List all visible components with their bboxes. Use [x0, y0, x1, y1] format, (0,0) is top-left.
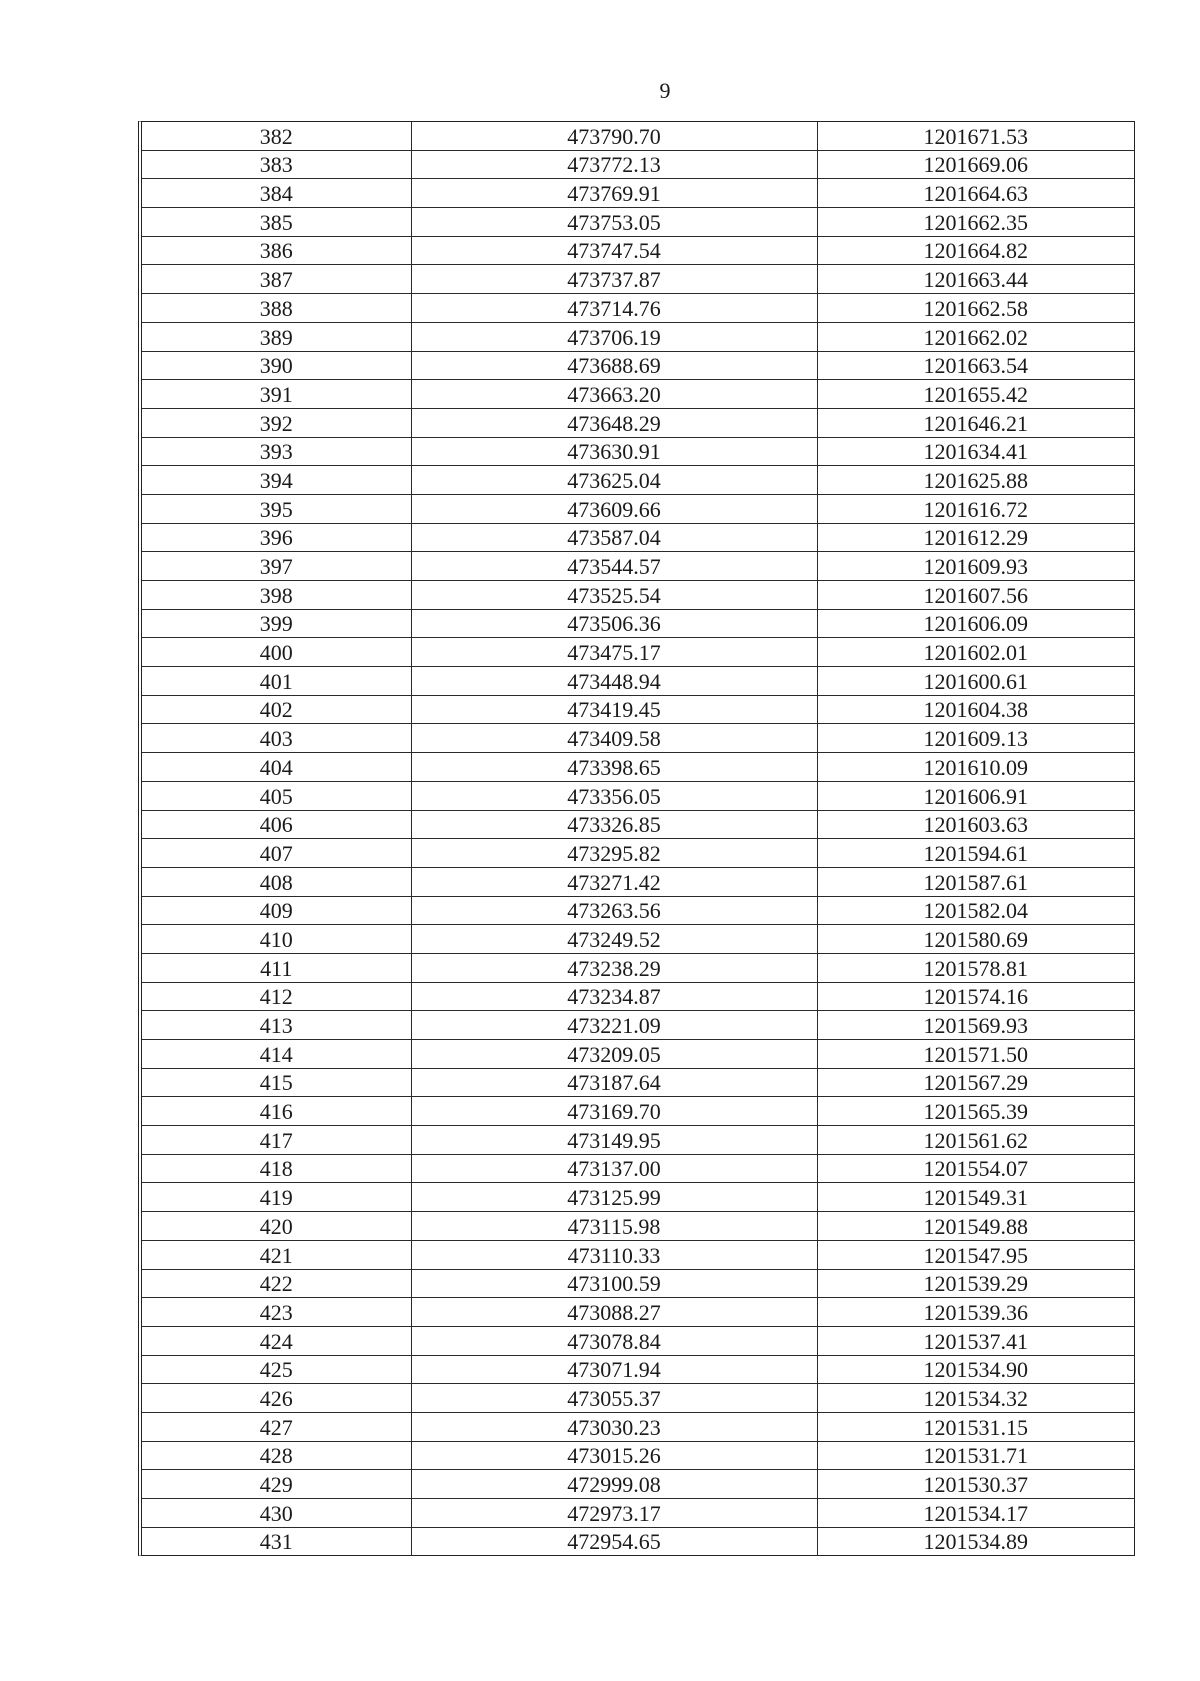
x-coordinate-cell: 473115.98: [411, 1212, 817, 1241]
x-coordinate-cell: 472973.17: [411, 1499, 817, 1528]
x-coordinate-cell: 473209.05: [411, 1040, 817, 1069]
y-coordinate-cell: 1201663.54: [817, 351, 1134, 380]
x-coordinate-cell: 473544.57: [411, 552, 817, 581]
point-number-cell: 431: [142, 1527, 411, 1555]
table-row: [142, 753, 1134, 782]
table-row: [142, 724, 1134, 753]
y-coordinate-cell: 1201574.16: [817, 982, 1134, 1011]
table-row: [142, 638, 1134, 667]
x-coordinate-cell: 473772.13: [411, 150, 817, 179]
y-coordinate-cell: 1201663.44: [817, 265, 1134, 294]
point-number-cell: 427: [142, 1412, 411, 1441]
y-coordinate-cell: 1201612.29: [817, 523, 1134, 552]
x-coordinate-cell: 473587.04: [411, 523, 817, 552]
y-coordinate-cell: 1201607.56: [817, 581, 1134, 610]
x-coordinate-cell: 473234.87: [411, 982, 817, 1011]
table-row: [142, 408, 1134, 437]
x-coordinate-cell: 473506.36: [411, 609, 817, 638]
table-row: [142, 494, 1134, 523]
y-coordinate-cell: 1201534.89: [923, 1529, 1028, 1555]
y-coordinate-cell: 1201604.38: [817, 695, 1134, 724]
y-coordinate-cell: 1201664.82: [817, 236, 1134, 265]
table-row: [142, 523, 1134, 552]
x-coordinate-cell: 473737.87: [411, 265, 817, 294]
y-coordinate-cell: 1201600.61: [817, 667, 1134, 696]
x-coordinate-cell: 473625.04: [411, 466, 817, 495]
table-row: [142, 953, 1134, 982]
y-coordinate-cell: 1201578.81: [817, 953, 1134, 982]
point-number-cell: 393: [142, 437, 411, 466]
x-coordinate-cell: 473448.94: [411, 667, 817, 696]
x-coordinate-cell: 473125.99: [411, 1183, 817, 1212]
x-coordinate-cell: 473419.45: [411, 695, 817, 724]
y-coordinate-cell: 1201664.63: [817, 179, 1134, 208]
x-coordinate-cell: 473409.58: [411, 724, 817, 753]
y-coordinate-cell: 1201571.50: [817, 1040, 1134, 1069]
y-coordinate-cell: 1201634.41: [817, 437, 1134, 466]
x-coordinate-cell: 473187.64: [411, 1068, 817, 1097]
y-coordinate-cell: 1201561.62: [817, 1126, 1134, 1155]
point-number-cell: 416: [142, 1097, 411, 1126]
point-number-cell: 384: [142, 179, 411, 208]
y-coordinate-cell: 1201565.39: [817, 1097, 1134, 1126]
x-coordinate-cell: 473790.70: [411, 122, 817, 150]
y-coordinate-cell: 1201662.35: [817, 208, 1134, 237]
x-coordinate-cell: 473169.70: [411, 1097, 817, 1126]
y-coordinate-cell: 1201609.13: [817, 724, 1134, 753]
table-row: [142, 1326, 1134, 1355]
table-row: [142, 695, 1134, 724]
table-row: [142, 208, 1134, 237]
table-row: [142, 781, 1134, 810]
x-coordinate-cell: 473263.56: [411, 896, 817, 925]
table-row: [142, 896, 1134, 925]
table-row: [142, 1441, 1134, 1470]
y-coordinate-cell: 1201549.31: [817, 1183, 1134, 1212]
x-coordinate-cell: 472999.08: [411, 1470, 817, 1499]
table-row: [142, 1384, 1134, 1413]
point-number-cell: 410: [142, 925, 411, 954]
point-number-cell: 403: [142, 724, 411, 753]
table-row: [142, 667, 1134, 696]
point-number-cell: 404: [142, 753, 411, 782]
table-row: [142, 437, 1134, 466]
table-row: [142, 609, 1134, 638]
point-number-cell: 405: [142, 781, 411, 810]
y-coordinate-cell: 1201567.29: [817, 1068, 1134, 1097]
table-row: [142, 1298, 1134, 1327]
y-coordinate-cell: 1201534.17: [817, 1499, 1134, 1528]
x-coordinate-cell: 473221.09: [411, 1011, 817, 1040]
y-coordinate-cell: 1201669.06: [817, 150, 1134, 179]
x-coordinate-cell: 473295.82: [411, 839, 817, 868]
table-row: [142, 1527, 1134, 1555]
point-number-cell: 408: [142, 867, 411, 896]
y-coordinate-cell: 1201554.07: [817, 1154, 1134, 1183]
point-number-cell: 413: [142, 1011, 411, 1040]
x-coordinate-cell: 473356.05: [411, 781, 817, 810]
y-coordinate-cell: 1201609.93: [817, 552, 1134, 581]
coordinates-table-frame: [138, 121, 1135, 1556]
y-coordinate-cell: 1201606.09: [817, 609, 1134, 638]
point-number-cell: 387: [142, 265, 411, 294]
x-coordinate-cell: 473088.27: [411, 1298, 817, 1327]
x-coordinate-cell: 473137.00: [411, 1154, 817, 1183]
point-number-cell: 419: [142, 1183, 411, 1212]
table-row: [142, 810, 1134, 839]
x-coordinate-cell: 473609.66: [411, 494, 817, 523]
table-row: [142, 982, 1134, 1011]
y-coordinate-cell: 1201569.93: [817, 1011, 1134, 1040]
x-coordinate-cell: 473475.17: [411, 638, 817, 667]
x-coordinate-cell: 473648.29: [411, 408, 817, 437]
point-number-cell: 392: [142, 408, 411, 437]
y-coordinate-cell: 1201537.41: [817, 1326, 1134, 1355]
y-coordinate-cell: 1201594.61: [817, 839, 1134, 868]
point-number-cell: 383: [142, 150, 411, 179]
table-row: [142, 1154, 1134, 1183]
y-coordinate-cell: 1201534.90: [817, 1355, 1134, 1384]
point-number-cell: 411: [142, 953, 411, 982]
y-coordinate-cell: 1201655.42: [817, 380, 1134, 409]
table-row: [142, 552, 1134, 581]
table-row: [142, 1240, 1134, 1269]
point-number-cell: 402: [142, 695, 411, 724]
point-number-cell: 401: [142, 667, 411, 696]
x-coordinate-cell: 473030.23: [411, 1412, 817, 1441]
table-row: [142, 122, 1134, 150]
table-row: [142, 867, 1134, 896]
y-coordinate-cell: 1201539.29: [817, 1269, 1134, 1298]
coordinates-table: [142, 122, 1134, 1555]
point-number-cell: 391: [142, 380, 411, 409]
table-row: [142, 1011, 1134, 1040]
point-number-cell: 429: [142, 1470, 411, 1499]
y-coordinate-cell: 1201531.15: [817, 1412, 1134, 1441]
y-coordinate-cell: 1201531.71: [817, 1441, 1134, 1470]
point-number-cell: 385: [142, 208, 411, 237]
y-coordinate-cell: 1201625.88: [817, 466, 1134, 495]
table-row: [142, 380, 1134, 409]
point-number-cell: 422: [142, 1269, 411, 1298]
table-row: [142, 466, 1134, 495]
point-number-cell: 430: [142, 1499, 411, 1528]
table-row: [142, 351, 1134, 380]
point-number-cell: 423: [142, 1298, 411, 1327]
table-row: [142, 179, 1134, 208]
point-number-cell: 398: [142, 581, 411, 610]
table-row: [142, 1097, 1134, 1126]
table-row: [142, 925, 1134, 954]
y-coordinate-cell: 1201549.88: [817, 1212, 1134, 1241]
x-coordinate-cell: 473110.33: [411, 1240, 817, 1269]
point-number-cell: 418: [142, 1154, 411, 1183]
point-number-cell: 394: [142, 466, 411, 495]
x-coordinate-cell: 473326.85: [411, 810, 817, 839]
x-coordinate-cell: 473688.69: [411, 351, 817, 380]
y-coordinate-cell: 1201610.09: [817, 753, 1134, 782]
table-row: [142, 1355, 1134, 1384]
y-coordinate-cell: 1201580.69: [817, 925, 1134, 954]
point-number-cell: 382: [142, 122, 411, 150]
x-coordinate-cell: 473753.05: [411, 208, 817, 237]
point-number-cell: 397: [142, 552, 411, 581]
y-coordinate-cell: 1201616.72: [817, 494, 1134, 523]
x-coordinate-cell: 473249.52: [411, 925, 817, 954]
table-row: [142, 839, 1134, 868]
point-number-cell: 425: [142, 1355, 411, 1384]
point-number-cell: 426: [142, 1384, 411, 1413]
y-coordinate-cell: 1201662.02: [817, 322, 1134, 351]
x-coordinate-cell: 473525.54: [411, 581, 817, 610]
y-coordinate-cell: 1201547.95: [817, 1240, 1134, 1269]
y-coordinate-cell: 1201582.04: [817, 896, 1134, 925]
table-row: [142, 1126, 1134, 1155]
table-row: [142, 1269, 1134, 1298]
table-row: [142, 322, 1134, 351]
point-number-cell: 395: [142, 494, 411, 523]
table-row: [142, 294, 1134, 323]
table-row: [142, 1412, 1134, 1441]
y-coordinate-cell: 1201587.61: [817, 867, 1134, 896]
x-coordinate-cell: 473769.91: [411, 179, 817, 208]
table-row: [142, 1068, 1134, 1097]
page-number: 9: [659, 78, 671, 103]
table-row: [142, 1183, 1134, 1212]
table-row: [142, 150, 1134, 179]
x-coordinate-cell: 473149.95: [411, 1126, 817, 1155]
x-coordinate-cell: 473398.65: [411, 753, 817, 782]
y-coordinate-cell: 1201603.63: [817, 810, 1134, 839]
point-number-cell: 412: [142, 982, 411, 1011]
x-coordinate-cell: 473706.19: [411, 322, 817, 351]
point-number-cell: 390: [142, 351, 411, 380]
y-coordinate-cell: 1201539.36: [817, 1298, 1134, 1327]
table-row: [142, 1212, 1134, 1241]
point-number-cell: 406: [142, 810, 411, 839]
y-coordinate-cell: 1201530.37: [817, 1470, 1134, 1499]
point-number-cell: 420: [142, 1212, 411, 1241]
point-number-cell: 389: [142, 322, 411, 351]
point-number-cell: 414: [142, 1040, 411, 1069]
point-number-cell: 400: [142, 638, 411, 667]
point-number-cell: 421: [142, 1240, 411, 1269]
x-coordinate-cell: 473271.42: [411, 867, 817, 896]
table-row: [142, 1040, 1134, 1069]
point-number-cell: 388: [142, 294, 411, 323]
point-number-cell: 396: [142, 523, 411, 552]
table-row: [142, 265, 1134, 294]
y-coordinate-cell: 1201671.53: [817, 122, 1134, 150]
x-coordinate-cell: 472954.65: [411, 1527, 817, 1555]
y-coordinate-cell: 1201646.21: [817, 408, 1134, 437]
point-number-cell: 428: [142, 1441, 411, 1470]
x-coordinate-cell: 473630.91: [411, 437, 817, 466]
x-coordinate-cell: 473071.94: [411, 1355, 817, 1384]
table-row: [142, 1470, 1134, 1499]
table-row: [142, 581, 1134, 610]
y-coordinate-cell: 1201534.32: [817, 1384, 1134, 1413]
point-number-cell: 415: [142, 1068, 411, 1097]
x-coordinate-cell: 473055.37: [411, 1384, 817, 1413]
point-number-cell: 417: [142, 1126, 411, 1155]
point-number-cell: 399: [142, 609, 411, 638]
x-coordinate-cell: 473663.20: [411, 380, 817, 409]
table-row: [142, 1499, 1134, 1528]
y-coordinate-cell: 1201662.58: [817, 294, 1134, 323]
x-coordinate-cell: 473747.54: [411, 236, 817, 265]
point-number-cell: 386: [142, 236, 411, 265]
coordinates-table-body: [142, 122, 1134, 1555]
x-coordinate-cell: 473100.59: [411, 1269, 817, 1298]
y-coordinate-cell: 1201602.01: [817, 638, 1134, 667]
x-coordinate-cell: 473078.84: [411, 1326, 817, 1355]
x-coordinate-cell: 473714.76: [411, 294, 817, 323]
point-number-cell: 407: [142, 839, 411, 868]
x-coordinate-cell: 473238.29: [411, 953, 817, 982]
x-coordinate-cell: 473015.26: [411, 1441, 817, 1470]
point-number-cell: 409: [142, 896, 411, 925]
table-row: [142, 236, 1134, 265]
y-coordinate-cell: 1201606.91: [817, 781, 1134, 810]
point-number-cell: 424: [142, 1326, 411, 1355]
